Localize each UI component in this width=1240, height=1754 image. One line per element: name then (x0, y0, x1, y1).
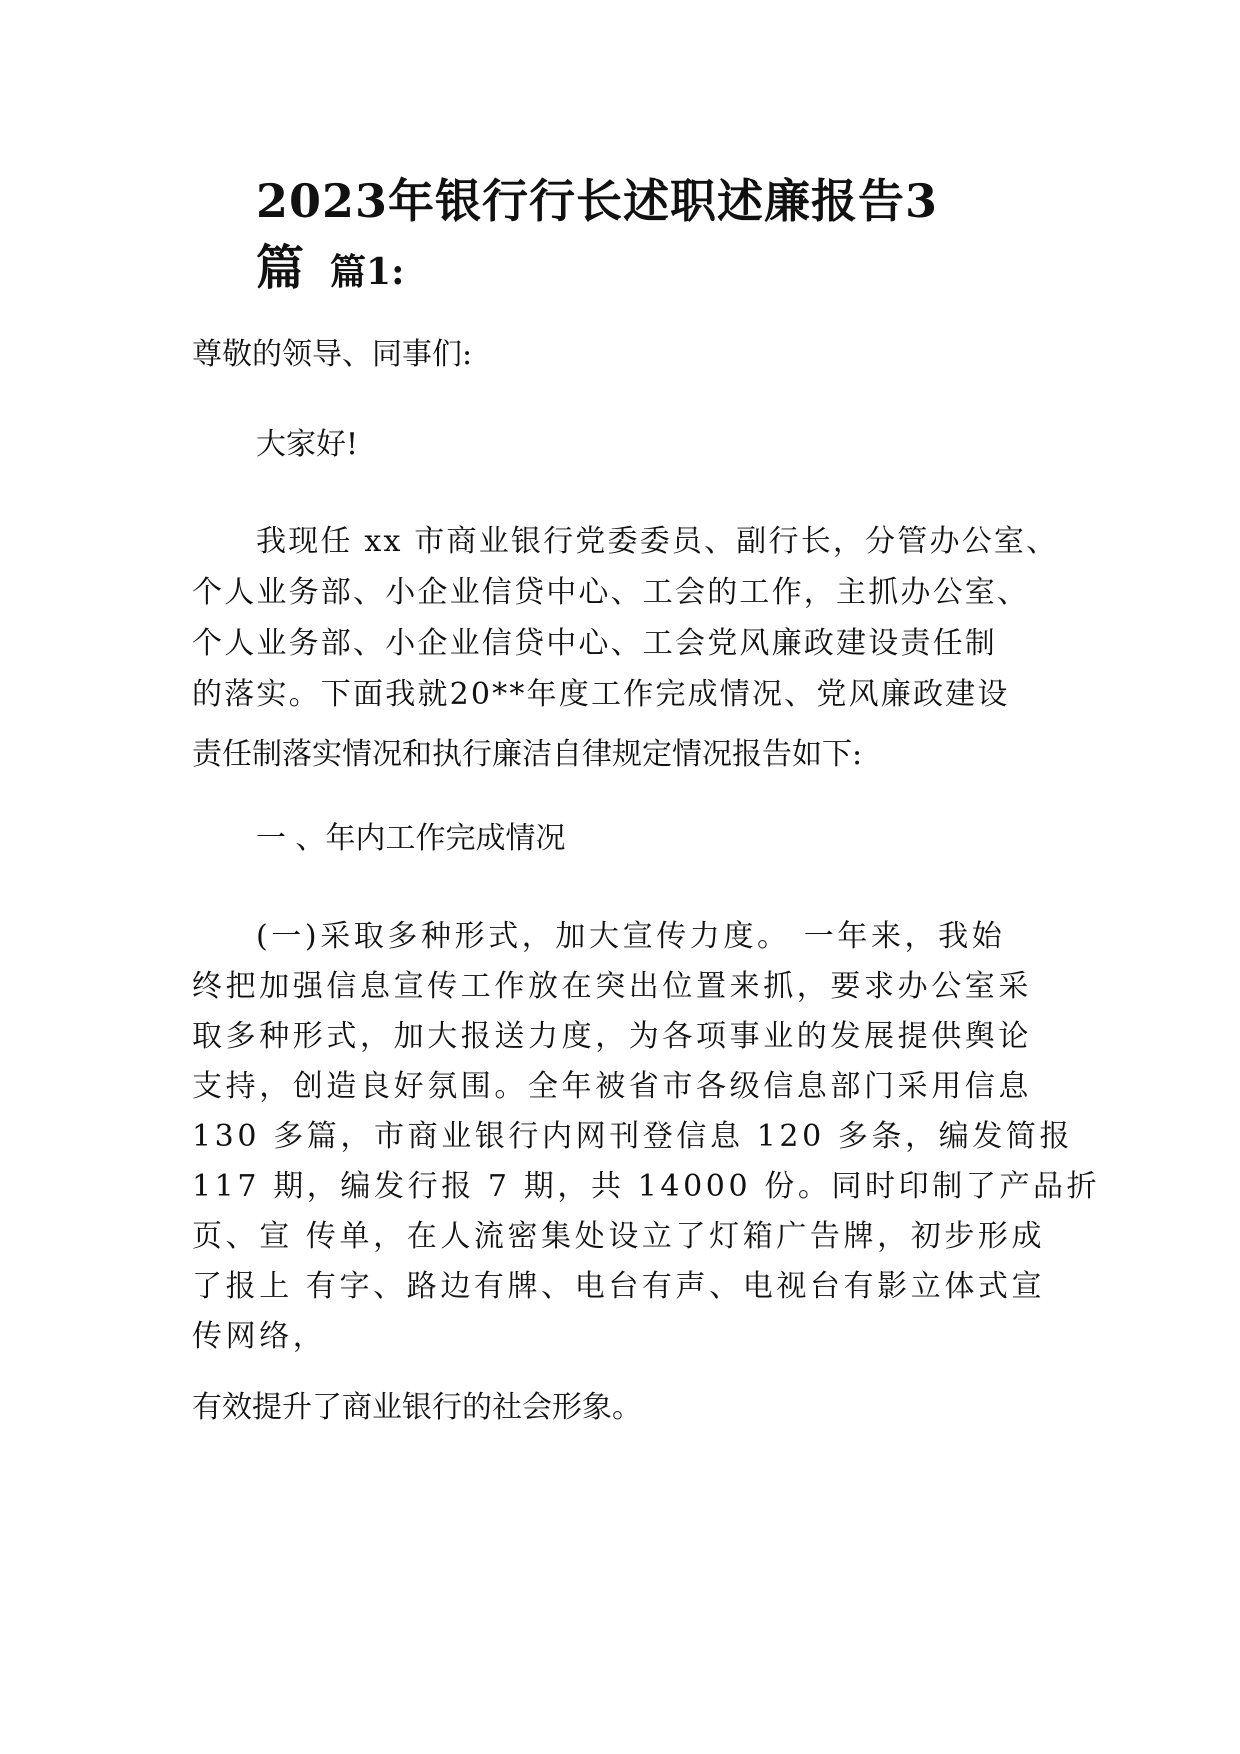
section-heading-1: 一 、年内工作完成情况 (256, 821, 566, 856)
greeting-line: 尊敬的领导、同事们: (192, 337, 473, 372)
para2-line-1: (一)采取多种形式，加大宣传力度。 一年来，我始 (256, 919, 1006, 954)
para2-line-10: 有效提升了商业银行的社会形象。 (192, 1390, 642, 1425)
document-title: 2023年银行行长述职述廉报告3 (256, 174, 939, 228)
para2-line-3: 取多种形式，加大报送力度，为各项事业的发展提供舆论 (192, 1019, 1032, 1054)
para1-line-3: 个人业务部、小企业信贷中心、工会党风廉政建设责任制 (192, 626, 997, 661)
para2-line-2: 终把加强信息宣传工作放在突出位置来抓，要求办公室采 (192, 969, 1032, 1004)
hello-line: 大家好! (256, 427, 359, 462)
para2-line-6: 117 期，编发行报 7 期，共 14000 份。同时印制了产品折 (192, 1169, 1101, 1204)
subtitle-chapter-1: 篇1: (330, 251, 405, 293)
para2-line-5: 130 多篇，市商业银行内网刊登信息 120 多条，编发简报 (192, 1119, 1074, 1154)
para1-line-5: 责任制落实情况和执行廉洁自律规定情况报告如下: (192, 737, 863, 772)
para2-line-7: 页、宣 传单，在人流密集处设立了灯箱广告牌，初步形成 (192, 1219, 1046, 1254)
para2-line-4: 支持，创造良好氛围。全年被省市各级信息部门采用信息 (192, 1069, 1032, 1104)
para2-line-9: 传网络， (192, 1319, 327, 1354)
title-last-char: 篇 (256, 240, 305, 296)
document-title-continued (256, 240, 405, 296)
para1-line-2: 个人业务部、小企业信贷中心、工会的工作，主抓办公室、 (192, 575, 1030, 610)
para2-line-8: 了报上 有字、路边有牌、电台有声、电视台有影立体式宣 (192, 1269, 1046, 1304)
para1-line-1: 我现任 xx 市商业银行党委委员、副行长，分管办公室、 (256, 524, 1059, 559)
para1-line-4: 的落实。下面我就20**年度工作完成情况、党风廉政建设 (192, 677, 1010, 712)
